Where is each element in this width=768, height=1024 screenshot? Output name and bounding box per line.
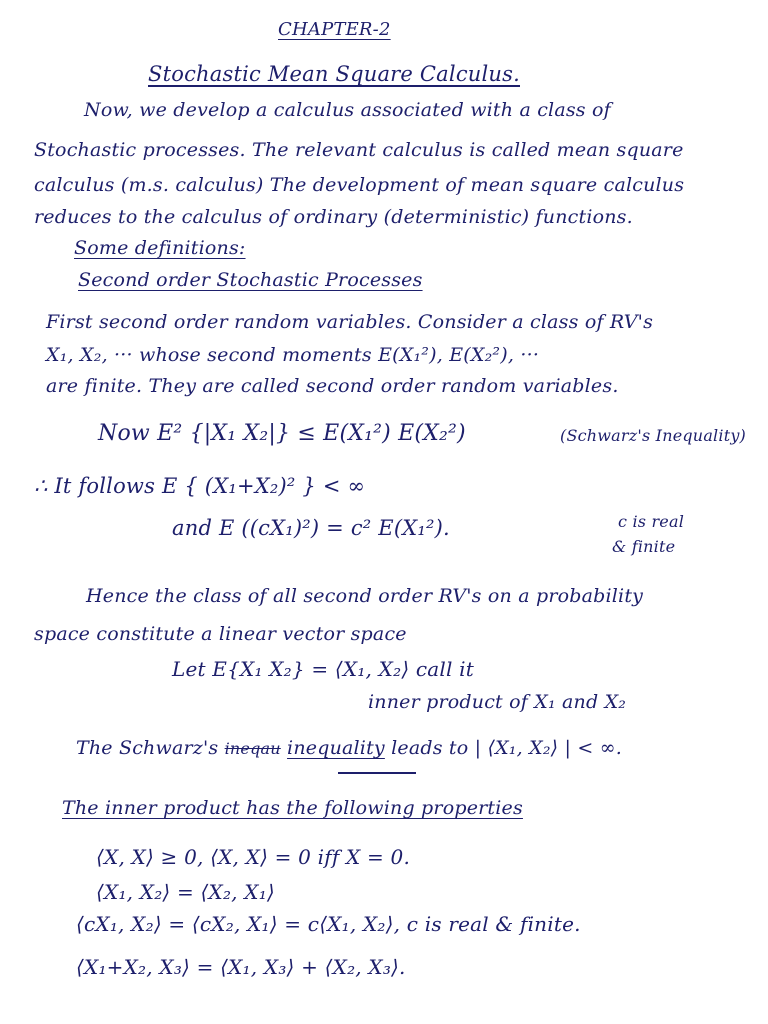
schwarz-inequality-formula: Now E² {|X₁ X₂|} ≤ E(X₁²) E(X₂²) xyxy=(98,421,466,446)
property-symmetry: ⟨X₁, X₂⟩ = ⟨X₂, X₁⟩ xyxy=(96,880,275,904)
property-nonnegative: ⟨X, X⟩ ≥ 0, ⟨X, X⟩ = 0 iff X = 0. xyxy=(96,845,411,869)
property-scaling: ⟨cX₁, X₂⟩ = ⟨cX₂, X₁⟩ = c⟨X₁, X₂⟩, c is real & finite. xyxy=(76,912,581,936)
struck-out-word: ineqau xyxy=(224,739,281,758)
page-title: Stochastic Mean Square Calculus. xyxy=(148,62,520,86)
follows-line: ∴ It follows E { (X₁+X₂)² } < ∞ xyxy=(34,474,366,498)
properties-heading: The inner product has the following properties xyxy=(62,797,523,819)
intro-line-1: Now, we develop a calculus associated with a class of xyxy=(84,99,611,121)
intro-line-2: Stochastic processes. The relevant calculus is called mean square xyxy=(34,139,684,161)
inner-product-caption: inner product of X₁ and X₂ xyxy=(368,691,627,713)
chapter-heading: CHAPTER-2 xyxy=(278,19,391,40)
schwarz-leads-suffix: leads to | ⟨X₁, X₂⟩ | < ∞. xyxy=(391,737,622,759)
short-divider xyxy=(338,772,416,774)
intro-line-4: reduces to the calculus of ordinary (deterministic) functions. xyxy=(34,206,633,228)
schwarz-leads-line xyxy=(76,736,622,761)
c-real-note-1: c is real xyxy=(618,512,685,531)
schwarz-inequality-note: (Schwarz's Inequality) xyxy=(560,426,747,445)
second-order-line-1: First second order random variables. Consider a class of RV's xyxy=(46,311,654,333)
scalar-multiple-line: and E ((cX₁)²) = c² E(X₁²). xyxy=(172,516,450,540)
some-definitions-label: Some definitions: xyxy=(74,237,246,259)
inequality-word: inequality xyxy=(287,737,385,759)
inner-product-definition: Let E{X₁ X₂} = ⟨X₁, X₂⟩ call it xyxy=(172,657,475,681)
property-additivity: ⟨X₁+X₂, X₃⟩ = ⟨X₁, X₃⟩ + ⟨X₂, X₃⟩. xyxy=(76,955,406,979)
intro-line-3: calculus (m.s. calculus) The development of mean square calculus xyxy=(34,174,685,196)
hence-line-2: space constitute a linear vector space xyxy=(34,623,407,645)
schwarz-leads-prefix: The Schwarz's xyxy=(76,737,219,759)
c-real-note-2: & finite xyxy=(612,537,676,556)
section-heading: Second order Stochastic Processes xyxy=(78,269,423,291)
second-order-line-2: X₁, X₂, ··· whose second moments E(X₁²), E(X₂²), ··· xyxy=(46,344,540,366)
second-order-line-3: are finite. They are called second order random variables. xyxy=(46,375,619,397)
hence-line-1: Hence the class of all second order RV's on a probability xyxy=(86,585,644,607)
